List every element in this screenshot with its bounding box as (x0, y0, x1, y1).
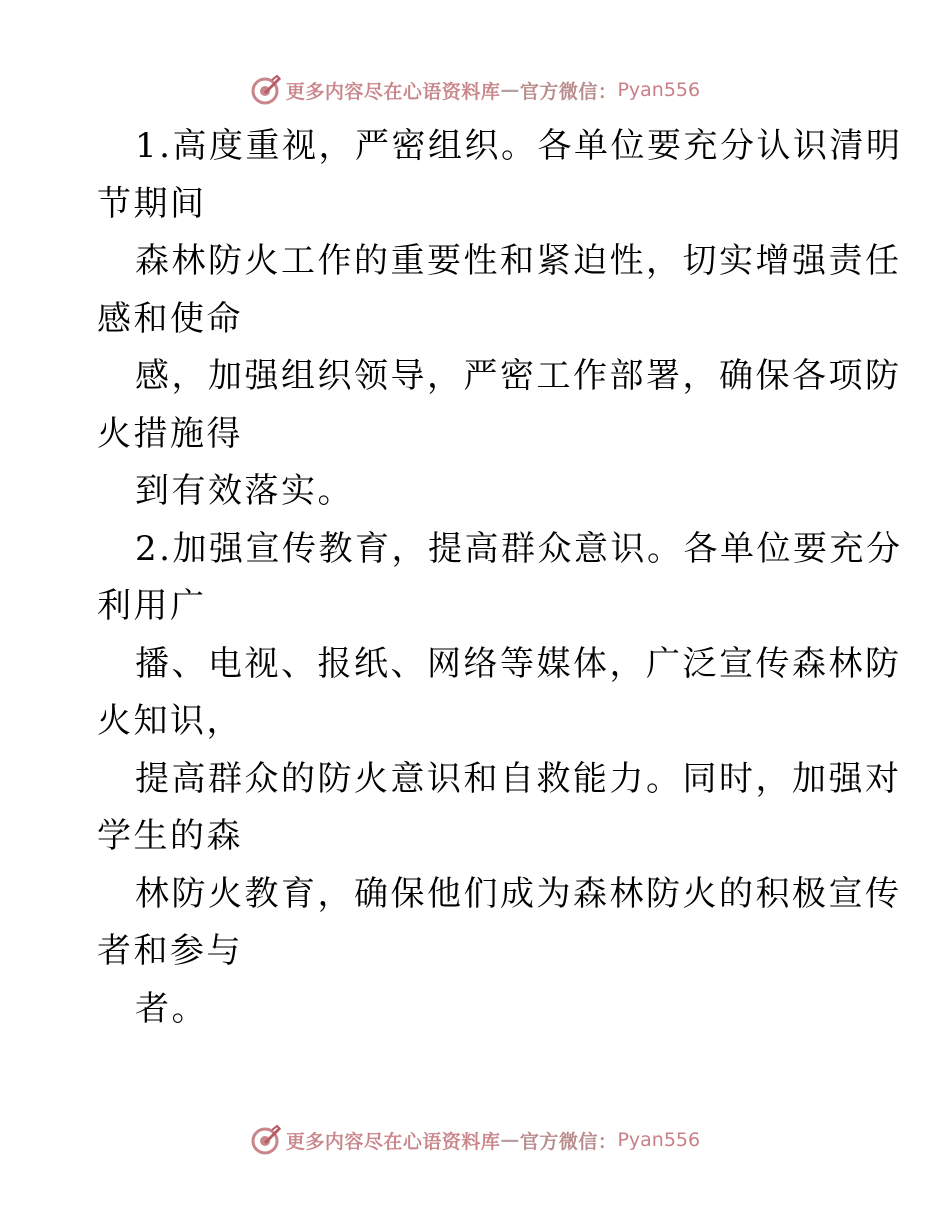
banner-wechat-id: Pyan556 (617, 79, 701, 101)
banner-separator: — (500, 79, 520, 101)
text-line: 者和参与 (97, 931, 243, 971)
banner-wechat-label: 官方微信： (519, 1130, 618, 1153)
text-line: 节期间 (97, 183, 207, 224)
text-line: 2.加强宣传教育，提高群众意识。各单位要充分 (135, 528, 903, 569)
text-line: 播、电视、报纸、网络等媒体，广泛宣传森林防 (135, 643, 902, 684)
text-line: 1.高度重视，严密组织。各单位要充分认识清明 (135, 126, 903, 166)
text-line: 森林防火工作的重要性和紧迫性，切实增强责任 (135, 241, 902, 281)
banner-site-name: 更多内容尽在心语资料库 (285, 80, 501, 103)
footer-watermark-banner (0, 1120, 950, 1160)
text-line: 利用广 (97, 586, 207, 626)
quill-pen-logo-icon (250, 74, 282, 106)
text-line: 感，加强组织领导，严密工作部署，确保各项防 (135, 356, 902, 396)
text-line: 提高群众的防火意识和自救能力。同时，加强对 (135, 758, 902, 799)
banner-wechat-id: Pyan556 (617, 1129, 701, 1151)
banner-site-name: 更多内容尽在心语资料库 (285, 1130, 501, 1153)
banner-wechat-label: 官方微信： (519, 80, 618, 103)
text-line: 火知识， (97, 701, 243, 741)
text-line: 到有效落实。 (135, 471, 354, 511)
document-body (97, 118, 903, 1038)
text-line: 林防火教育，确保他们成为森林防火的积极宣传 (135, 873, 902, 914)
quill-pen-logo-icon (250, 1124, 282, 1156)
text-line: 学生的森 (97, 816, 243, 856)
banner-separator: — (500, 1129, 520, 1151)
text-line: 者。 (135, 988, 208, 1029)
text-line: 火措施得 (97, 413, 243, 454)
header-watermark-banner (0, 70, 950, 110)
text-line: 感和使命 (97, 298, 243, 339)
